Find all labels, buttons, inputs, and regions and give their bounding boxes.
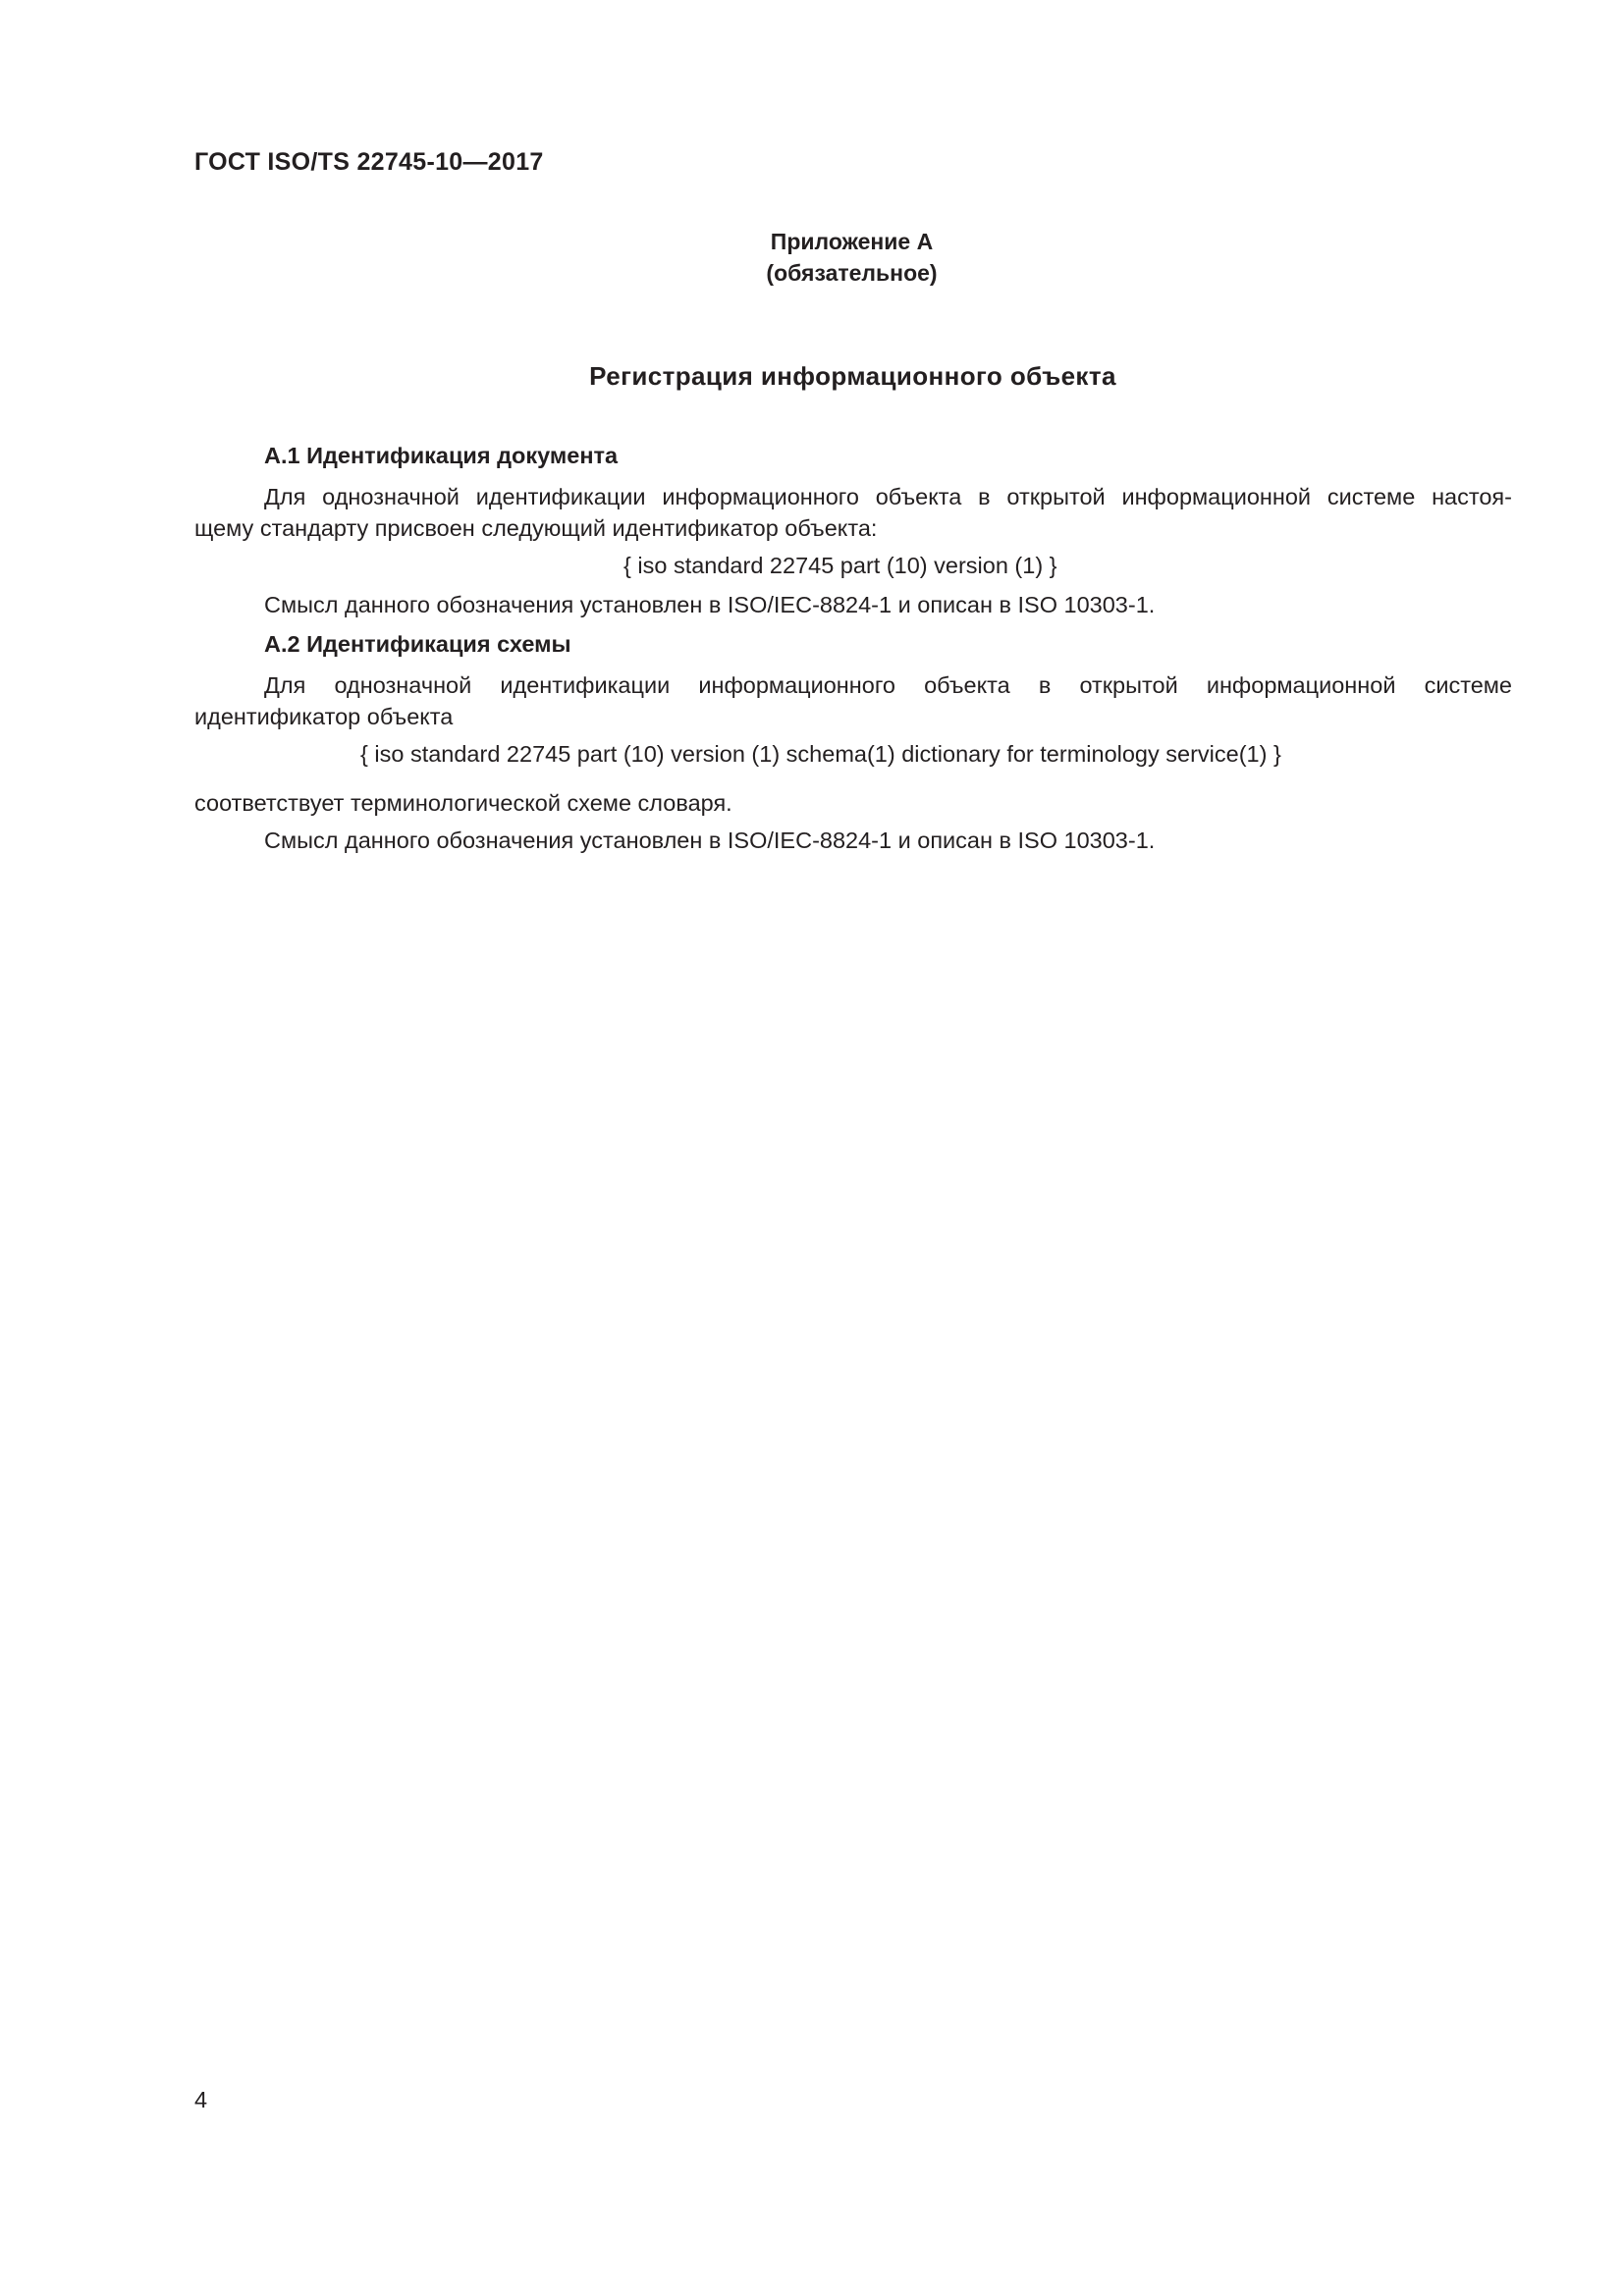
annex-name: Приложение А	[770, 229, 934, 254]
section-a1-paragraph-1-line-1: Для однозначной идентификации информационного объекта в открытой информационной системе настоя-	[264, 484, 1512, 509]
section-a2-object-identifier: { iso standard 22745 part (10) version (1) schema(1) dictionary for terminology service(1) }	[360, 741, 1281, 767]
page-number: 4	[194, 2087, 208, 2112]
section-a2-paragraph-1-line-2: идентификатор объекта	[194, 704, 454, 729]
annex-heading: Регистрация информационного объекта	[589, 361, 1116, 391]
section-a2-paragraph-1	[194, 669, 1512, 732]
section-a1-paragraph-2: Смысл данного обозначения установлен в ISO/IEC-8824-1 и описан в ISO 10303-1.	[264, 592, 1156, 617]
section-a2-paragraph-2: соответствует терминологической схеме словаря.	[194, 790, 732, 816]
section-a1-object-identifier: { iso standard 22745 part (10) version (1) }	[623, 553, 1057, 578]
section-a1-heading: А.1 Идентификация документа	[264, 443, 619, 468]
section-a1-paragraph-1-line-2: щему стандарту присвоен следующий идентификатор объекта:	[194, 515, 878, 541]
section-a2-heading: А.2 Идентификация схемы	[264, 631, 571, 657]
section-a2-paragraph-3: Смысл данного обозначения установлен в ISO/IEC-8824-1 и описан в ISO 10303-1.	[264, 828, 1156, 853]
section-a1-paragraph-1	[194, 481, 1512, 544]
annex-status: (обязательное)	[766, 260, 938, 286]
standard-designation: ГОСТ ISO/TS 22745-10—2017	[194, 148, 544, 176]
section-a2-paragraph-1-line-1: Для однозначной идентификации информационного объекта в открытой информационной системе	[264, 672, 1512, 698]
